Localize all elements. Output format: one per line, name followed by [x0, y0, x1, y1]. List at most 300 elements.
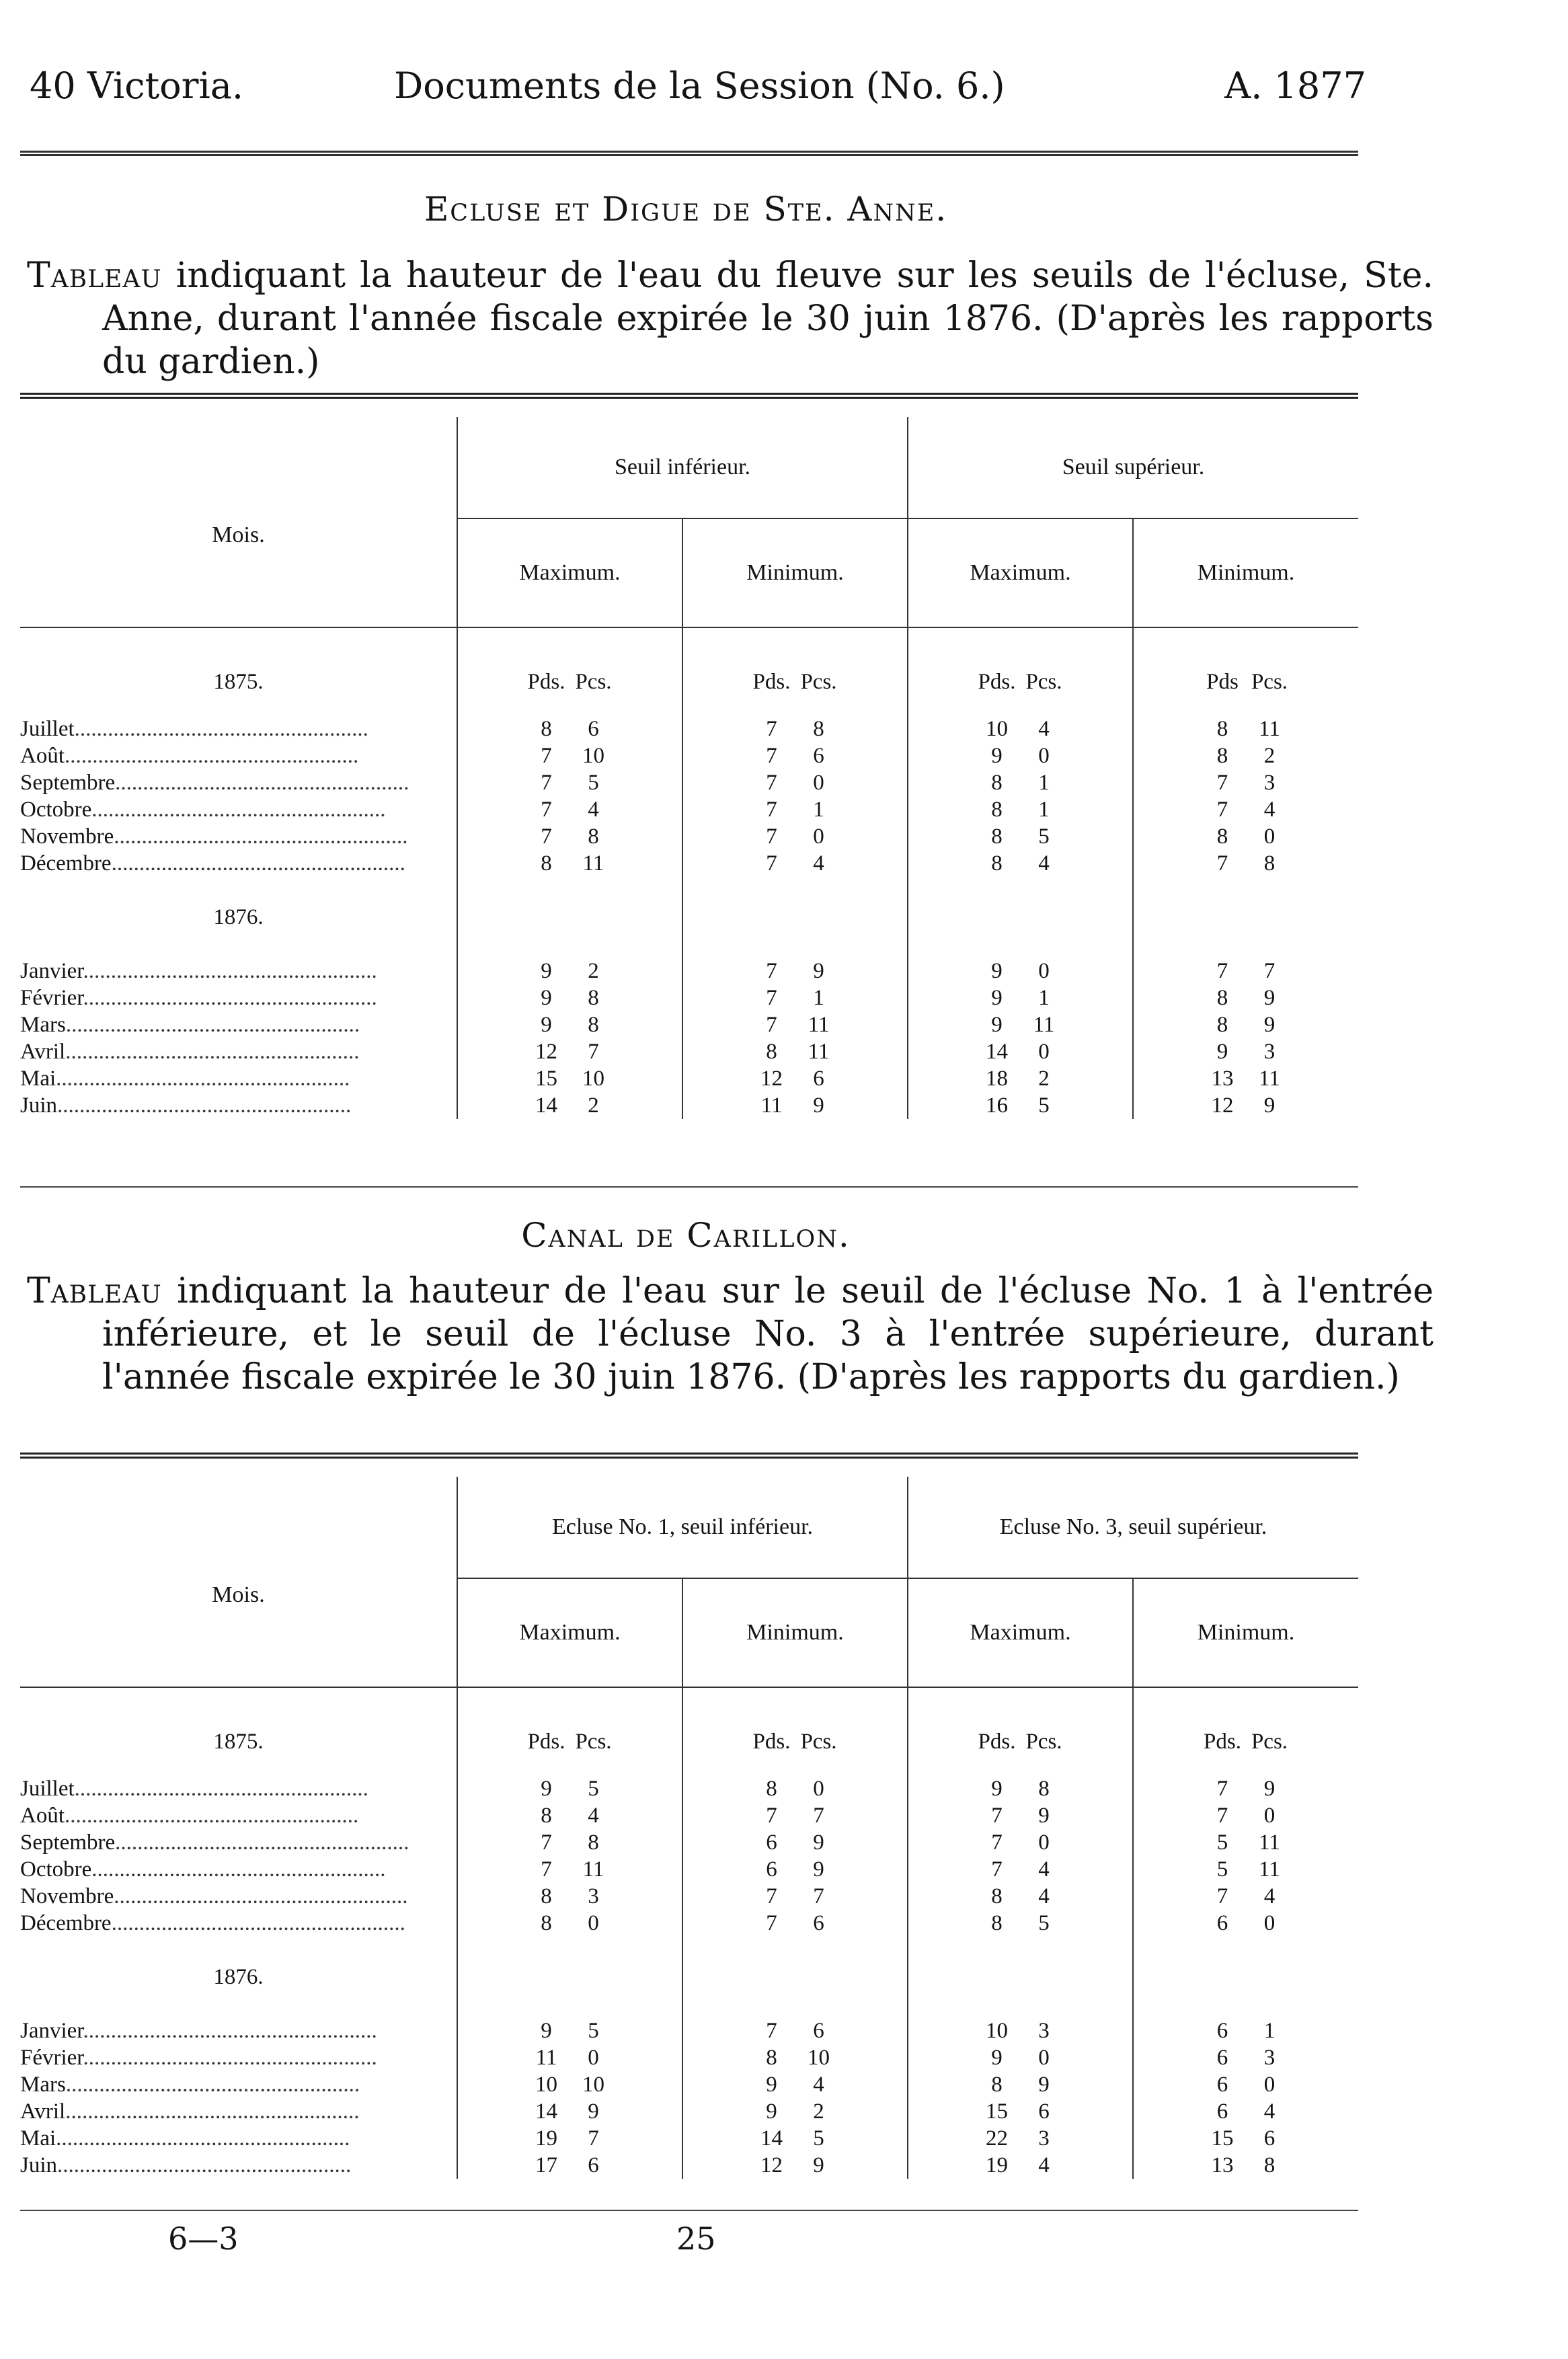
- value-feet: 7: [766, 797, 777, 822]
- header-rule: [20, 151, 1358, 156]
- month-name: Décembre: [20, 1910, 112, 1935]
- month-label: [20, 2152, 457, 2179]
- month-label: [20, 2071, 457, 2098]
- section1-group2-header: Seuil supérieur.: [908, 417, 1358, 518]
- value-cell: [1133, 1038, 1358, 1065]
- month-name: Septembre: [20, 770, 116, 795]
- month-label: [20, 958, 457, 984]
- value-feet: 8: [766, 1039, 777, 1064]
- value-inches: 11: [1259, 716, 1280, 741]
- value-inches: 0: [588, 1910, 599, 1935]
- value-feet: 7: [541, 770, 552, 795]
- header-left: 40 Victoria.: [30, 65, 244, 107]
- value-feet: 7: [1216, 1776, 1228, 1801]
- value-inches: 8: [588, 1830, 599, 1855]
- value-feet: 12: [535, 1039, 557, 1064]
- value-cell: [457, 796, 682, 823]
- month-label: [20, 1011, 457, 1038]
- value-inches: 1: [813, 797, 824, 822]
- value-cell: [457, 1883, 682, 1910]
- value-feet: 8: [541, 1803, 552, 1828]
- value-cell: [457, 2044, 682, 2071]
- leader-dots: .....................................................: [57, 2153, 352, 2177]
- value-cell: [682, 1802, 908, 1829]
- value-cell: [1133, 2071, 1358, 2098]
- value-inches: 9: [588, 2099, 599, 2124]
- value-inches: 11: [582, 1857, 604, 1882]
- table-row: [20, 984, 1358, 1011]
- value-feet: 11: [535, 2045, 557, 2070]
- spacer-cell: [1133, 1937, 1358, 2017]
- unit-feet: Pds.: [527, 1729, 565, 1754]
- value-cell: [457, 2017, 682, 2044]
- leader-dots: .....................................................: [74, 716, 368, 741]
- leader-dots: .....................................................: [65, 1039, 360, 1064]
- running-head: [27, 65, 1366, 118]
- month-name: Août: [20, 1803, 65, 1828]
- value-feet: 7: [766, 743, 777, 768]
- value-feet: 14: [535, 1093, 557, 1118]
- month-label: [20, 823, 457, 850]
- month-label: [20, 1883, 457, 1910]
- month-name: Juillet: [20, 1776, 75, 1801]
- value-cell: [457, 2071, 682, 2098]
- value-inches: 6: [588, 716, 599, 741]
- value-cell: [457, 2152, 682, 2179]
- value-inches: 5: [813, 2126, 824, 2151]
- month-label: [20, 716, 457, 742]
- value-feet: 9: [541, 2018, 552, 2043]
- value-inches: 1: [813, 985, 824, 1010]
- value-feet: 5: [1216, 1857, 1228, 1882]
- value-cell: [682, 2098, 908, 2125]
- section1-year-1876: 1876.: [213, 904, 264, 929]
- value-inches: 9: [1038, 2072, 1050, 2097]
- value-inches: 4: [813, 851, 824, 876]
- value-feet: 14: [986, 1039, 1008, 1064]
- value-feet: 7: [1216, 958, 1228, 983]
- month-label: [20, 850, 457, 877]
- value-feet: 15: [986, 2099, 1008, 2124]
- month-name: Mars: [20, 2072, 66, 2097]
- value-inches: 9: [813, 1857, 824, 1882]
- value-inches: 7: [813, 1884, 824, 1908]
- value-inches: 1: [1038, 797, 1050, 822]
- month-label: [20, 1802, 457, 1829]
- month-name: Juin: [20, 1093, 58, 1118]
- value-inches: 3: [1263, 770, 1276, 795]
- value-feet: 11: [760, 1093, 783, 1118]
- value-inches: 8: [588, 985, 599, 1010]
- month-name: Avril: [20, 2099, 66, 2124]
- month-label: [20, 769, 457, 796]
- value-inches: 5: [1038, 1910, 1050, 1935]
- value-feet: 12: [760, 1066, 783, 1091]
- value-inches: 11: [1033, 1012, 1055, 1037]
- value-cell: [1133, 2125, 1358, 2152]
- value-feet: 7: [766, 985, 777, 1010]
- section1-caption-lead: Tableau: [27, 256, 162, 296]
- value-inches: 1: [1263, 2018, 1276, 2043]
- section1-subheader-1: Maximum.: [457, 518, 682, 627]
- value-inches: 6: [813, 743, 824, 768]
- value-feet: 13: [1211, 1066, 1234, 1091]
- value-feet: 14: [535, 2099, 557, 2124]
- value-inches: 9: [1038, 1803, 1050, 1828]
- spacer-cell: [908, 1937, 1133, 2017]
- value-cell: [1133, 769, 1358, 796]
- value-feet: 8: [1216, 985, 1228, 1010]
- value-cell: [1133, 1011, 1358, 1038]
- value-inches: 3: [588, 1884, 599, 1908]
- value-feet: 8: [991, 2072, 1003, 2097]
- value-feet: 9: [991, 1012, 1003, 1037]
- unit-inches: Pcs.: [1251, 1729, 1288, 1754]
- spacer-cell: [457, 1937, 682, 2017]
- month-name: Janvier: [20, 2018, 83, 2043]
- value-cell: [682, 1910, 908, 1937]
- month-name: Janvier: [20, 958, 83, 983]
- value-feet: 7: [1216, 1884, 1228, 1908]
- table-row: [20, 2125, 1358, 2152]
- month-label: [20, 984, 457, 1011]
- spacer-cell: [457, 877, 682, 958]
- leader-dots: .....................................................: [83, 958, 377, 983]
- value-inches: 2: [813, 2099, 824, 2124]
- value-cell: [908, 984, 1133, 1011]
- month-label: [20, 1092, 457, 1119]
- value-cell: [682, 823, 908, 850]
- value-cell: [1133, 1910, 1358, 1937]
- month-label: [20, 1856, 457, 1883]
- value-inches: 7: [813, 1803, 824, 1828]
- value-inches: 0: [813, 1776, 824, 1801]
- value-feet: 18: [986, 1066, 1008, 1091]
- value-feet: 19: [535, 2126, 557, 2151]
- value-feet: 9: [1216, 1039, 1228, 1064]
- value-cell: [908, 1910, 1133, 1937]
- leader-dots: .....................................................: [83, 985, 377, 1010]
- leader-dots: .....................................................: [115, 770, 409, 795]
- value-inches: 9: [813, 958, 824, 983]
- value-inches: 4: [1038, 2153, 1050, 2177]
- value-cell: [908, 2044, 1133, 2071]
- table-row: [20, 958, 1358, 984]
- value-cell: [1133, 1856, 1358, 1883]
- header-center: Documents de la Session (No. 6.): [394, 65, 1005, 107]
- value-cell: [1133, 796, 1358, 823]
- value-inches: 3: [1038, 2018, 1050, 2043]
- value-inches: 5: [588, 770, 599, 795]
- value-feet: 8: [766, 2045, 777, 2070]
- month-name: Mai: [20, 2126, 56, 2151]
- section2-mois-header: Mois.: [212, 1582, 265, 1607]
- value-inches: 8: [813, 716, 824, 741]
- table-row: [20, 769, 1358, 796]
- value-feet: 9: [541, 1012, 552, 1037]
- value-inches: 5: [1038, 1093, 1050, 1118]
- value-inches: 6: [813, 1066, 824, 1091]
- month-name: Décembre: [20, 851, 112, 876]
- table-row: [20, 823, 1358, 850]
- value-cell: [457, 984, 682, 1011]
- value-cell: [682, 2125, 908, 2152]
- leader-dots: .....................................................: [91, 797, 386, 822]
- leader-dots: .....................................................: [65, 2099, 360, 2124]
- value-feet: 10: [986, 2018, 1008, 2043]
- month-label: [20, 1829, 457, 1856]
- value-inches: 9: [1263, 1093, 1276, 1118]
- value-cell: [457, 823, 682, 850]
- value-inches: 10: [808, 2045, 830, 2070]
- value-feet: 8: [1216, 716, 1228, 741]
- value-cell: [908, 2098, 1133, 2125]
- value-feet: 9: [541, 1776, 552, 1801]
- value-cell: [457, 2125, 682, 2152]
- value-feet: 7: [766, 1910, 777, 1935]
- value-feet: 8: [766, 1776, 777, 1801]
- section1-top-rule: [20, 393, 1358, 399]
- value-feet: 8: [991, 1910, 1003, 1935]
- value-feet: 7: [541, 797, 552, 822]
- value-inches: 0: [1038, 1830, 1050, 1855]
- value-cell: [908, 1038, 1133, 1065]
- table-row: [20, 1065, 1358, 1092]
- value-cell: [1133, 850, 1358, 877]
- value-inches: 0: [1038, 1039, 1050, 1064]
- section1-caption: [27, 254, 1434, 383]
- value-inches: 6: [1038, 2099, 1050, 2124]
- value-feet: 6: [1216, 2018, 1228, 2043]
- table-row: [20, 2044, 1358, 2071]
- value-cell: [682, 1038, 908, 1065]
- table-row: [20, 1775, 1358, 1802]
- month-label: [20, 1038, 457, 1065]
- value-inches: 11: [808, 1012, 830, 1037]
- value-cell: [457, 1092, 682, 1119]
- value-inches: 8: [1263, 851, 1276, 876]
- month-label: [20, 2125, 457, 2152]
- value-inches: 5: [1038, 824, 1050, 849]
- value-feet: 7: [1216, 770, 1228, 795]
- month-label: [20, 2017, 457, 2044]
- month-name: Octobre: [20, 1857, 92, 1882]
- value-cell: [908, 769, 1133, 796]
- value-feet: 8: [541, 1884, 552, 1908]
- value-cell: [908, 1092, 1133, 1119]
- unit-inches: Pcs.: [800, 669, 837, 694]
- unit-feet: Pds.: [1204, 1729, 1241, 1754]
- table-row: [20, 716, 1358, 742]
- section2-top-rule: [20, 1453, 1358, 1459]
- value-feet: 7: [766, 1803, 777, 1828]
- header-right: A. 1877: [1224, 65, 1366, 107]
- value-inches: 6: [1263, 2126, 1276, 2151]
- spacer-cell: [682, 877, 908, 958]
- footer-page-number: 25: [676, 2220, 716, 2257]
- value-cell: [457, 1829, 682, 1856]
- month-name: Mars: [20, 1012, 66, 1037]
- value-feet: 9: [991, 985, 1003, 1010]
- leader-dots: .....................................................: [115, 1830, 409, 1855]
- value-cell: [908, 850, 1133, 877]
- section1-group1-header: Seuil inférieur.: [457, 417, 908, 518]
- month-label: [20, 742, 457, 769]
- table-row: [20, 1092, 1358, 1119]
- value-inches: 3: [1263, 1039, 1276, 1064]
- leader-dots: .....................................................: [65, 1803, 359, 1828]
- section2-year-1876: 1876.: [213, 1964, 264, 1989]
- value-inches: 2: [588, 1093, 599, 1118]
- month-label: [20, 2098, 457, 2125]
- section1-table: [20, 417, 1358, 1119]
- spacer-cell: [1133, 877, 1358, 958]
- value-cell: [682, 1775, 908, 1802]
- value-inches: 0: [1263, 1910, 1276, 1935]
- value-cell: [1133, 984, 1358, 1011]
- value-feet: 6: [1216, 2045, 1228, 2070]
- section2-title: Canal de Carillon.: [521, 1216, 851, 1255]
- value-feet: 9: [766, 2099, 777, 2124]
- value-inches: 7: [588, 1039, 599, 1064]
- value-cell: [457, 1011, 682, 1038]
- value-cell: [908, 1856, 1133, 1883]
- value-inches: 1: [1038, 770, 1050, 795]
- leader-dots: .....................................................: [57, 1093, 352, 1118]
- value-cell: [1133, 716, 1358, 742]
- value-inches: 9: [813, 2153, 824, 2177]
- value-feet: 22: [986, 2126, 1008, 2151]
- value-inches: 2: [1038, 1066, 1050, 1091]
- value-cell: [457, 1065, 682, 1092]
- value-feet: 10: [535, 2072, 557, 2097]
- value-inches: 5: [588, 2018, 599, 2043]
- leader-dots: .....................................................: [74, 1776, 368, 1801]
- value-feet: 9: [991, 958, 1003, 983]
- value-inches: 11: [1259, 1066, 1280, 1091]
- value-inches: 0: [813, 770, 824, 795]
- value-feet: 8: [991, 797, 1003, 822]
- section2-subheader-4: Minimum.: [1133, 1578, 1358, 1687]
- value-cell: [457, 1856, 682, 1883]
- section2-year-1875: 1875.: [20, 1687, 457, 1775]
- value-inches: 9: [1263, 1776, 1276, 1801]
- section2-units-2: [682, 1687, 908, 1775]
- value-feet: 15: [1211, 2126, 1234, 2151]
- value-inches: 4: [1038, 1857, 1050, 1882]
- value-cell: [682, 1883, 908, 1910]
- month-name: Mai: [20, 1066, 56, 1091]
- unit-inches: Pcs.: [800, 1729, 837, 1754]
- value-inches: 6: [813, 1910, 824, 1935]
- value-cell: [682, 1011, 908, 1038]
- value-inches: 4: [813, 2072, 824, 2097]
- value-feet: 17: [535, 2153, 557, 2177]
- value-inches: 2: [588, 958, 599, 983]
- value-cell: [457, 1775, 682, 1802]
- value-feet: 19: [986, 2153, 1008, 2177]
- leader-dots: .....................................................: [114, 1884, 408, 1908]
- value-inches: 0: [1038, 958, 1050, 983]
- section2-units-3: [908, 1687, 1133, 1775]
- value-feet: 9: [991, 2045, 1003, 2070]
- leader-dots: .....................................................: [65, 2072, 360, 2097]
- section1-units-1: [457, 627, 682, 716]
- value-cell: [457, 2098, 682, 2125]
- value-feet: 7: [1216, 851, 1228, 876]
- table-row: [20, 1856, 1358, 1883]
- section2-subheader-2: Minimum.: [682, 1578, 908, 1687]
- value-cell: [682, 1829, 908, 1856]
- value-cell: [908, 1775, 1133, 1802]
- value-feet: 7: [766, 716, 777, 741]
- value-feet: 9: [541, 985, 552, 1010]
- value-inches: 2: [1263, 743, 1276, 768]
- value-cell: [457, 742, 682, 769]
- leader-dots: .....................................................: [83, 2018, 377, 2043]
- value-inches: 7: [588, 2126, 599, 2151]
- leader-dots: .....................................................: [114, 824, 408, 849]
- value-feet: 7: [766, 770, 777, 795]
- value-cell: [908, 2125, 1133, 2152]
- value-inches: 4: [1263, 2099, 1276, 2124]
- value-cell: [908, 823, 1133, 850]
- footer-left: 6—3: [168, 2220, 239, 2257]
- value-cell: [1133, 1092, 1358, 1119]
- value-inches: 10: [582, 2072, 604, 2097]
- value-cell: [1133, 1065, 1358, 1092]
- value-feet: 8: [541, 716, 552, 741]
- value-inches: 4: [588, 1803, 599, 1828]
- value-cell: [682, 984, 908, 1011]
- value-feet: 7: [541, 743, 552, 768]
- value-cell: [908, 2152, 1133, 2179]
- table-row: [20, 1910, 1358, 1937]
- leader-dots: .....................................................: [91, 1857, 386, 1882]
- value-feet: 7: [766, 1012, 777, 1037]
- value-feet: 8: [1216, 743, 1228, 768]
- unit-feet: Pds.: [752, 1729, 791, 1754]
- unit-inches: Pcs.: [575, 669, 612, 694]
- leader-dots: .....................................................: [65, 1012, 360, 1037]
- table-row: [20, 796, 1358, 823]
- value-feet: 13: [1211, 2153, 1234, 2177]
- value-cell: [908, 2071, 1133, 2098]
- unit-feet: Pds.: [978, 1729, 1016, 1754]
- month-name: Février: [20, 2045, 83, 2070]
- month-name: Novembre: [20, 824, 114, 849]
- table-row: [20, 2071, 1358, 2098]
- value-cell: [682, 850, 908, 877]
- leader-dots: .....................................................: [56, 1066, 350, 1091]
- value-cell: [1133, 2152, 1358, 2179]
- value-feet: 7: [541, 1830, 552, 1855]
- value-cell: [682, 769, 908, 796]
- value-cell: [908, 742, 1133, 769]
- value-feet: 6: [1216, 2099, 1228, 2124]
- value-feet: 7: [991, 1803, 1003, 1828]
- section2-subheader-3: Maximum.: [908, 1578, 1133, 1687]
- unit-inches: Pcs.: [1025, 1729, 1062, 1754]
- value-cell: [682, 958, 908, 984]
- value-cell: [457, 1038, 682, 1065]
- month-name: Octobre: [20, 797, 92, 822]
- value-inches: 10: [582, 1066, 604, 1091]
- value-feet: 10: [986, 716, 1008, 741]
- table-row: [20, 1883, 1358, 1910]
- value-cell: [1133, 823, 1358, 850]
- value-inches: 9: [1263, 1012, 1276, 1037]
